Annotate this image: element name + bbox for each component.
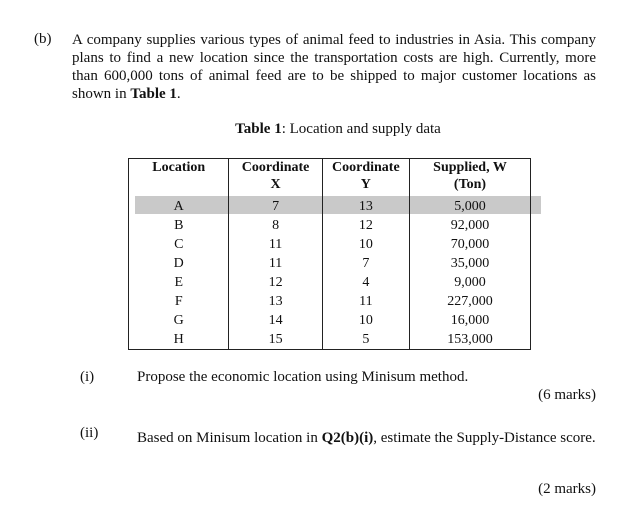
cell-location: F xyxy=(174,294,183,309)
cell-location: C xyxy=(174,237,184,252)
table-row xyxy=(129,311,531,330)
part-ii-reference: Q2(b)(i) xyxy=(321,430,374,446)
question-intro xyxy=(72,31,596,103)
header-coordinate-y xyxy=(322,159,409,198)
cell-coordinate-y: 12 xyxy=(322,216,409,235)
table-row xyxy=(129,292,531,311)
cell-coordinate-y: 5 xyxy=(322,330,409,350)
cell-location: E xyxy=(174,275,184,290)
intro-table-ref: Table 1 xyxy=(130,86,177,102)
part-i-label: (i) xyxy=(80,369,95,385)
cell-coordinate-x: 14 xyxy=(229,311,322,330)
cell-coordinate-x: 13 xyxy=(229,292,322,311)
table-row xyxy=(129,330,531,350)
table-caption xyxy=(0,121,626,138)
table-row xyxy=(129,216,531,235)
caption-text: : Location and supply data xyxy=(281,121,441,137)
part-ii-text xyxy=(137,425,596,452)
part-ii-text-end: , estimate the Supply-Distance score. xyxy=(373,430,596,446)
question-label: (b) xyxy=(34,31,52,47)
header-supplied xyxy=(410,159,531,198)
cell-coordinate-y: 7 xyxy=(322,254,409,273)
cell-location: H xyxy=(173,332,184,347)
table-row xyxy=(129,273,531,292)
header-location: Location xyxy=(152,160,206,175)
cell-coordinate-x: 11 xyxy=(229,254,322,273)
intro-end: . xyxy=(176,86,181,102)
header-supplied-line2: (Ton) xyxy=(453,177,487,192)
part-i-marks: (6 marks) xyxy=(538,387,596,403)
cell-coordinate-y: 13 xyxy=(322,197,409,216)
cell-supplied: 9,000 xyxy=(410,273,531,292)
header-x-line1: Coordinate xyxy=(241,160,310,175)
data-table xyxy=(128,158,531,350)
cell-coordinate-x: 12 xyxy=(229,273,322,292)
cell-coordinate-y: 11 xyxy=(322,292,409,311)
cell-supplied: 16,000 xyxy=(410,311,531,330)
cell-coordinate-x: 7 xyxy=(229,197,322,216)
part-i-text: Propose the economic location using Minisum method. xyxy=(137,369,469,385)
table-row xyxy=(129,254,531,273)
caption-label: Table 1 xyxy=(235,121,282,137)
header-x-line2: X xyxy=(270,177,281,192)
cell-supplied: 70,000 xyxy=(410,235,531,254)
part-ii-marks: (2 marks) xyxy=(538,481,596,497)
part-ii-text-start: Based on Minisum location in xyxy=(137,430,322,446)
cell-coordinate-x: 8 xyxy=(229,216,322,235)
cell-coordinate-x: 15 xyxy=(229,330,322,350)
cell-supplied: 227,000 xyxy=(410,292,531,311)
cell-location: D xyxy=(173,256,184,271)
cell-location: B xyxy=(174,218,184,233)
table-row xyxy=(129,197,531,216)
intro-text: A company supplies various types of animal feed to industries in Asia. This company plans to find a new location since the transportation costs are high. Currently, more than 600,000 tons of animal feed are to be shipped to major customer locations as shown in xyxy=(72,32,596,102)
cell-supplied: 153,000 xyxy=(410,330,531,350)
header-y-line1: Coordinate xyxy=(332,160,400,175)
part-ii-label: (ii) xyxy=(80,425,99,441)
cell-coordinate-y: 10 xyxy=(322,311,409,330)
header-y-line2: Y xyxy=(360,177,371,192)
cell-location: G xyxy=(173,313,184,328)
cell-coordinate-x: 11 xyxy=(229,235,322,254)
cell-supplied: 35,000 xyxy=(410,254,531,273)
cell-supplied: 92,000 xyxy=(410,216,531,235)
cell-coordinate-y: 10 xyxy=(322,235,409,254)
table-row xyxy=(129,235,531,254)
cell-coordinate-y: 4 xyxy=(322,273,409,292)
header-supplied-line1: Supplied, W xyxy=(433,160,507,175)
table-header-row xyxy=(129,159,531,198)
header-coordinate-x xyxy=(229,159,322,198)
cell-location: A xyxy=(173,199,184,214)
cell-supplied: 5,000 xyxy=(410,197,531,216)
